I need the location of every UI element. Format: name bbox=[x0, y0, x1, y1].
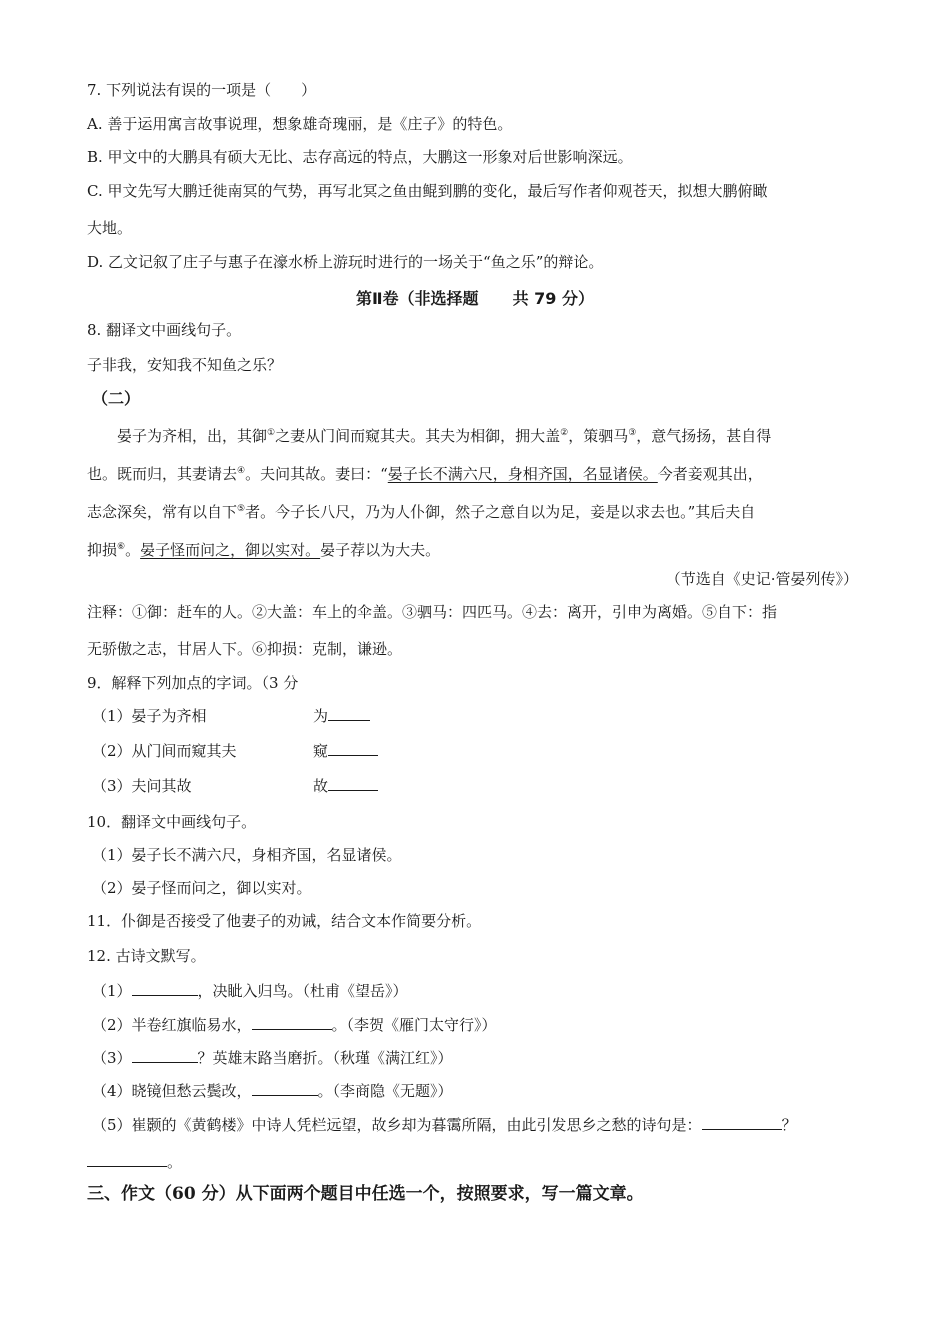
q12-item-4: （4）晓镜但愁云鬓改， 。（李商隐《无题》） bbox=[92, 1082, 453, 1100]
q9-item-3: （3）夫问其故 bbox=[92, 777, 192, 795]
q7-stem: 7. 下列说法有误的一项是（ ） bbox=[87, 81, 317, 99]
notes-line-2: 无骄傲之志，甘居人下。⑥抑损：克制，谦逊。 bbox=[87, 640, 403, 658]
q12-item-1: （1） ，决眦入归鸟。（杜甫《望岳》） bbox=[92, 982, 408, 1000]
passage-line-3: 志念深矣，常有以自下⑤者。今子长八尺，乃为人仆御，然子之意自以为足，妾是以求去也。”其后夫自 bbox=[87, 503, 756, 521]
q9-stem: 9．解释下列加点的字词。（3 分 bbox=[87, 674, 299, 692]
section-three-title: 三、作文（60 分）从下面两个题目中任选一个，按照要求，写一篇文章。 bbox=[87, 1184, 644, 1204]
q12-item-3: （3） ？英雄末路当磨折。（秋瑾《满江红》） bbox=[92, 1049, 453, 1067]
q7-option-c-cont: 大地。 bbox=[87, 219, 133, 237]
q7-option-b: B. 甲文中的大鹏具有硕大无比、志存高远的特点，大鹏这一形象对后世影响深远。 bbox=[87, 148, 633, 166]
passage-line-4: 抑损⑥。晏子怪而问之，御以实对。晏子荐以为大夫。 bbox=[87, 541, 441, 559]
q12-stem: 12. 古诗文默写。 bbox=[87, 947, 206, 965]
q8-sentence: 子非我，安知我不知鱼之乐？ bbox=[87, 356, 283, 374]
passage-two-heading: （二） bbox=[92, 389, 141, 408]
q9-answer-3: 故 bbox=[313, 776, 378, 796]
passage-line-2: 也。既而归，其妻请去④。夫问其故。妻曰：“晏子长不满六尺，身相齐国，名显诸侯。今者妾观其出， bbox=[87, 465, 763, 483]
q9-answer-2: 窥 bbox=[313, 741, 378, 761]
q10-stem: 10．翻译文中画线句子。 bbox=[87, 813, 257, 831]
q12-item-5: （5）崔颢的《黄鹤楼》中诗人凭栏远望，故乡却为暮霭所隔，由此引发思乡之愁的诗句是： ？ bbox=[92, 1116, 797, 1134]
q9-item-2: （2）从门间而窥其夫 bbox=[92, 742, 237, 760]
underlined-sentence-2: 晏子怪而问之，御以实对。 bbox=[140, 541, 321, 559]
passage-line-1: 晏子为齐相，出，其御①之妻从门间而窥其夫。其夫为相御，拥大盖②，策驷马③，意气扬扬，甚自得 bbox=[117, 427, 772, 445]
q7-option-c: C. 甲文先写大鹏迁徙南冥的气势，再写北冥之鱼由鲲到鹏的变化，最后写作者仰观苍天，拟想大鹏俯瞰 bbox=[87, 182, 768, 200]
q10-item-2: （2）晏子怪而问之，御以实对。 bbox=[92, 879, 312, 897]
q9-item-1: （1）晏子为齐相 bbox=[92, 707, 207, 725]
q8-stem: 8. 翻译文中画线句子。 bbox=[87, 321, 242, 339]
q10-item-1: （1）晏子长不满六尺，身相齐国，名显诸侯。 bbox=[92, 846, 402, 864]
q11-stem: 11．仆御是否接受了他妻子的劝诫，结合文本作简要分析。 bbox=[87, 912, 482, 930]
notes-line-1: 注释：①御：赶车的人。②大盖：车上的伞盖。③驷马：四匹马。④去：离开，引申为离婚。⑤自下：指 bbox=[87, 603, 778, 621]
underlined-sentence-1: 晏子长不满六尺，身相齐国，名显诸侯。 bbox=[387, 465, 658, 483]
q7-option-d: D. 乙文记叙了庄子与惠子在濠水桥上游玩时进行的一场关于“鱼之乐”的辩论。 bbox=[87, 253, 604, 271]
passage-source: （节选自《史记·管晏列传》） bbox=[665, 570, 858, 588]
q9-answer-1: 为 bbox=[313, 706, 370, 726]
part-two-title: 第Ⅱ卷（非选择题 共 79 分） bbox=[356, 289, 594, 308]
q7-option-a: A. 善于运用寓言故事说理，想象雄奇瑰丽，是《庄子》的特色。 bbox=[87, 115, 513, 133]
q12-item-5-cont: 。 bbox=[87, 1152, 182, 1172]
q12-item-2: （2）半卷红旗临易水， 。（李贺《雁门太守行》） bbox=[92, 1016, 497, 1034]
